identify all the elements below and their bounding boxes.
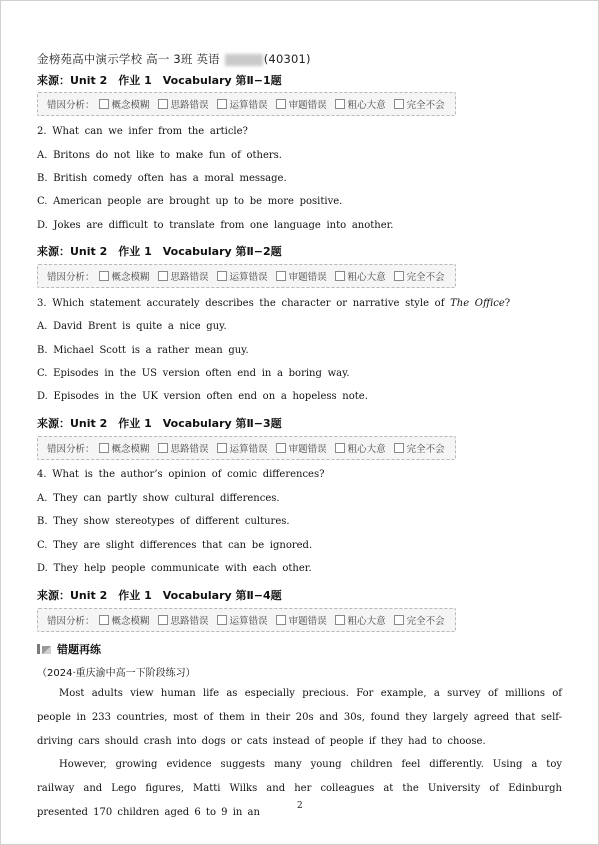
error-option[interactable]: 思路错误 [158,441,209,455]
error-option[interactable]: 思路错误 [158,269,209,283]
passage-citation: （2024·重庆渝中高一下阶段练习） [37,668,196,679]
checkbox-icon[interactable] [394,271,404,281]
checkbox-icon[interactable] [217,99,227,109]
checkbox-icon[interactable] [394,443,404,453]
chart-icon [37,644,51,654]
error-analysis-box [37,264,456,288]
choice-c: C. Episodes in the US version often end in a boring way. [37,368,350,379]
section-header [37,641,101,657]
checkbox-icon[interactable] [217,615,227,625]
choice-c: C. They are slight differences that can be ignored. [37,540,313,551]
error-option[interactable]: 完全不会 [394,97,445,111]
page-number: 2 [297,801,303,811]
question-stem: 2. What can we infer from the article? [37,126,248,137]
checkbox-icon[interactable] [99,615,109,625]
checkbox-icon[interactable] [158,271,168,281]
error-option[interactable]: 运算错误 [217,613,268,627]
error-analysis-label: 错因分析： [47,100,95,111]
checkbox-icon[interactable] [335,99,345,109]
question-stem: 4. What is the author’s opinion of comic differences? [37,469,325,480]
error-option[interactable]: 完全不会 [394,441,445,455]
error-option[interactable]: 概念模糊 [99,269,150,283]
redacted-name [225,54,263,66]
checkbox-icon[interactable] [158,443,168,453]
checkbox-icon[interactable] [158,615,168,625]
checkbox-icon[interactable] [99,99,109,109]
section-title: 错题再练 [57,643,101,656]
checkbox-icon[interactable] [394,615,404,625]
error-option[interactable]: 完全不会 [394,269,445,283]
error-option[interactable]: 思路错误 [158,97,209,111]
checkbox-icon[interactable] [394,99,404,109]
source-line: 来源：Unit 2 作业 1 Vocabulary 第Ⅱ−4题 [37,589,282,602]
error-option[interactable]: 概念模糊 [99,97,150,111]
checkbox-icon[interactable] [276,99,286,109]
checkbox-icon[interactable] [217,443,227,453]
checkbox-icon[interactable] [335,615,345,625]
header-school: 金榜苑高中演示学校 高一 3班 英语 [37,52,220,66]
checkbox-icon[interactable] [217,271,227,281]
checkbox-icon[interactable] [99,443,109,453]
choice-a: A. Britons do not like to make fun of others. [37,150,282,161]
error-analysis-box [37,436,456,460]
source-line: 来源：Unit 2 作业 1 Vocabulary 第Ⅱ−2题 [37,245,282,258]
error-analysis-box [37,92,456,116]
passage-paragraph: Most adults view human life as especially precious. For example, a survey of millions of people in 233 countries, most of them in their 20s and 30s, found they largely agreed that self-driving cars should crash into dogs or cats instead of people if they had to choose. [37,688,562,747]
error-option[interactable]: 审题错误 [276,97,327,111]
checkbox-icon[interactable] [276,615,286,625]
error-option[interactable]: 审题错误 [276,613,327,627]
error-option[interactable]: 粗心大意 [335,97,386,111]
error-option[interactable]: 概念模糊 [99,613,150,627]
error-option[interactable]: 粗心大意 [335,613,386,627]
error-option[interactable]: 运算错误 [217,441,268,455]
question-stem: 3. Which statement accurately describes the character or narrative style of The Office? [37,298,511,309]
header-student-id: (40301) [263,52,311,66]
choice-b: B. They show stereotypes of different cultures. [37,516,290,527]
error-analysis-label: 错因分析： [47,616,95,627]
error-option[interactable]: 完全不会 [394,613,445,627]
passage-paragraph: However, growing evidence suggests many young children feel differently. Using a toy railway and Lego figures, Matti Wilks and her colleagues at the University of Edinburgh presented 170 children aged 6 to 9 in an [37,759,562,818]
checkbox-icon[interactable] [99,271,109,281]
checkbox-icon[interactable] [335,443,345,453]
checkbox-icon[interactable] [276,443,286,453]
error-option[interactable]: 粗心大意 [335,269,386,283]
choice-b: B. Michael Scott is a rather mean guy. [37,345,249,356]
error-analysis-box [37,608,456,632]
source-line: 来源：Unit 2 作业 1 Vocabulary 第Ⅱ−3题 [37,417,282,430]
choice-d: D. Jokes are difficult to translate from one language into another. [37,220,394,231]
choice-c: C. American people are brought up to be more positive. [37,196,343,207]
choice-d: D. They help people communicate with each other. [37,563,312,574]
error-option[interactable]: 审题错误 [276,441,327,455]
error-option[interactable]: 运算错误 [217,97,268,111]
choice-d: D. Episodes in the UK version often end on a hopeless note. [37,391,368,402]
error-option[interactable]: 思路错误 [158,613,209,627]
checkbox-icon[interactable] [158,99,168,109]
error-option[interactable]: 审题错误 [276,269,327,283]
checkbox-icon[interactable] [335,271,345,281]
page-header [37,51,311,67]
error-analysis-label: 错因分析： [47,444,95,455]
choice-b: B. British comedy often has a moral message. [37,173,287,184]
choice-a: A. David Brent is quite a nice guy. [37,321,227,332]
checkbox-icon[interactable] [276,271,286,281]
error-option[interactable]: 概念模糊 [99,441,150,455]
error-option[interactable]: 运算错误 [217,269,268,283]
choice-a: A. They can partly show cultural differences. [37,493,280,504]
error-option[interactable]: 粗心大意 [335,441,386,455]
error-analysis-label: 错因分析： [47,272,95,283]
source-line: 来源：Unit 2 作业 1 Vocabulary 第Ⅱ−1题 [37,74,282,87]
